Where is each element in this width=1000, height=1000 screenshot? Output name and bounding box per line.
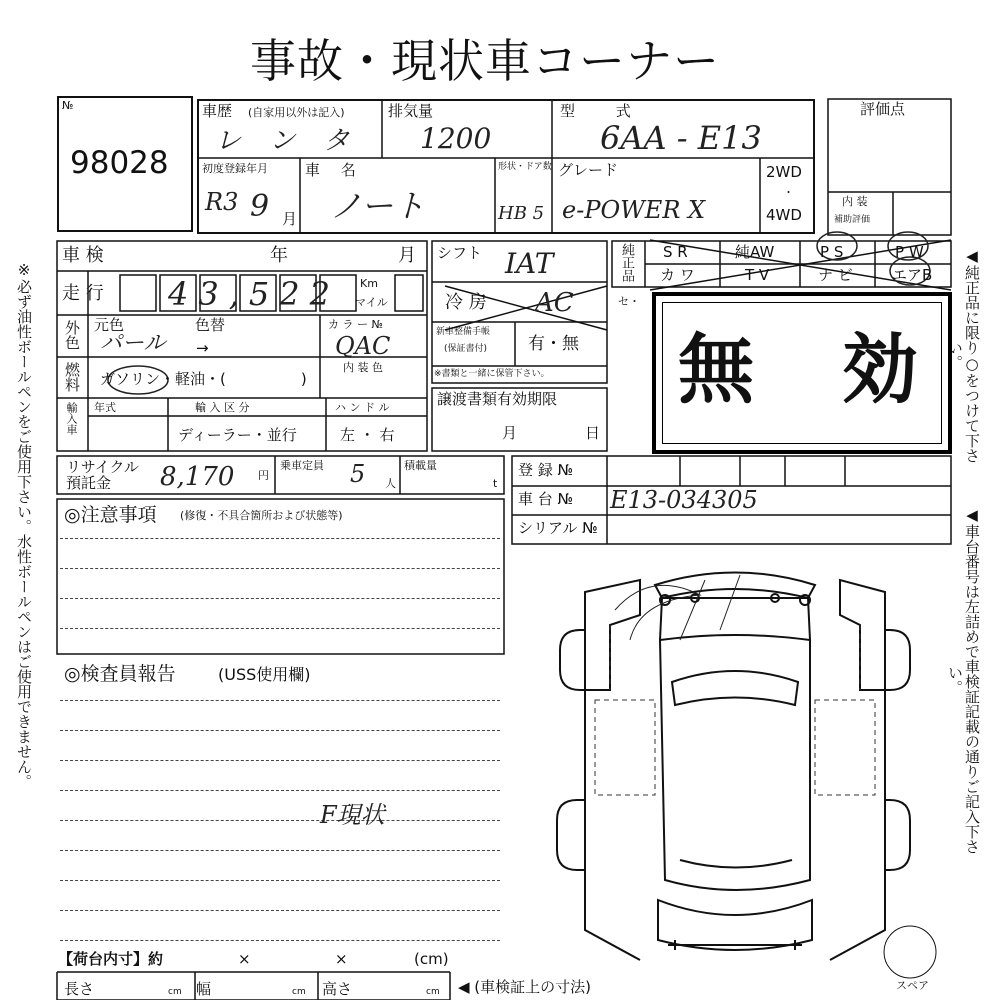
- color-change-label: 色替: [195, 316, 226, 334]
- genuine-r2c4: エアB: [892, 266, 933, 284]
- capacity-unit: 人: [385, 477, 396, 490]
- dim-length: 長さ: [64, 980, 95, 998]
- rating-sub: 補助評価: [834, 215, 871, 225]
- fuel-options: ガソリン・軽油・( ): [100, 370, 307, 388]
- report-line: [60, 820, 500, 821]
- rating-interior: 内 装: [842, 195, 868, 208]
- transfer-month: 月: [502, 424, 518, 442]
- inspection-month: 月: [398, 245, 416, 266]
- color-orig-value: パール: [100, 331, 166, 356]
- load-label: 積載量: [404, 459, 437, 472]
- report-line: [60, 730, 500, 731]
- report-line: [60, 880, 500, 881]
- dim-note: ◀ (車検証上の寸法): [458, 978, 592, 996]
- side-note-right-top: ◀純正品に限り○をつけて下さい。: [946, 247, 981, 463]
- shape-value: HB 5: [498, 203, 545, 224]
- first-reg-month: 9: [250, 189, 270, 224]
- car-name-label: 車 名: [305, 161, 364, 179]
- cargo-x1: ×: [238, 950, 251, 968]
- mileage-label: 走 行: [62, 283, 104, 304]
- dim-height: 高さ: [322, 980, 353, 998]
- ac-extra: セ・: [618, 295, 640, 308]
- genuine-label: 純正品: [619, 243, 634, 282]
- grade-value: e-POWER X: [562, 196, 706, 224]
- manual-sub: (保証書付): [444, 344, 488, 354]
- manual-note: ※書類と一緒に保管下さい。: [434, 369, 550, 379]
- genuine-r1c1: S R: [663, 243, 688, 261]
- manual-value: 有・無: [528, 334, 579, 354]
- genuine-r1c4: P W: [895, 243, 924, 261]
- handle-value: 左 ・ 右: [340, 426, 395, 444]
- recycle-unit: 円: [258, 469, 269, 482]
- genuine-r2c1: カ ワ: [660, 266, 695, 284]
- lot-number: 98028: [70, 145, 169, 181]
- reg-no-label: 登 録 №: [518, 461, 574, 479]
- inspection-label: 車 検: [62, 245, 104, 266]
- cargo-label: 【荷台内寸】約: [58, 950, 164, 968]
- lot-label: №: [62, 99, 74, 112]
- report-line: [60, 790, 500, 791]
- rating-label: 評価点: [860, 100, 906, 118]
- shift-label: シフト: [437, 244, 483, 262]
- handle-label: ハ ン ド ル: [335, 401, 390, 414]
- report-line: [60, 760, 500, 761]
- shape-label: 形状・ドア数: [498, 162, 552, 172]
- notes-sub: (修復・不具合箇所および状態等): [180, 509, 343, 522]
- report-line: [60, 700, 500, 701]
- transfer-day: 日: [585, 424, 601, 442]
- page-title: 事故・現状車コーナー: [250, 34, 720, 88]
- history-value: レ ン タ: [215, 126, 360, 156]
- color-code-value: QAC: [335, 332, 391, 360]
- serial-label: シリアル №: [518, 519, 598, 537]
- side-note-left: ※必ず油性ボールペンをご使用下さい。水性ボールペンはご使用できません。: [15, 261, 33, 789]
- report-line: [60, 910, 500, 911]
- mileage-unit-mile: マイル: [355, 296, 388, 309]
- drive-dot: ・: [783, 186, 794, 199]
- chassis-label: 車 台 №: [518, 490, 574, 508]
- first-reg-label: 初度登録年月: [202, 162, 268, 175]
- color-label: 外色: [63, 320, 81, 350]
- drive-2wd: 2WD: [766, 163, 802, 181]
- fuel-label: 燃料: [63, 362, 81, 392]
- color-arrow: →: [196, 339, 209, 357]
- recycle-label-1: リサイクル: [66, 458, 139, 476]
- dim-width-cm: cm: [292, 987, 306, 997]
- model-label: 型 式: [560, 102, 649, 120]
- capacity-value: 5: [350, 460, 366, 488]
- invalid-stamp: [652, 292, 952, 454]
- import-cat-value: ディーラー・並行: [178, 426, 297, 444]
- car-diagram: [557, 573, 936, 979]
- model-value: 6AA - E13: [600, 119, 762, 157]
- inspector-title: ◎検査員報告: [64, 663, 176, 685]
- inspector-value: F現状: [320, 801, 385, 829]
- dim-width: 幅: [196, 980, 212, 998]
- transfer-label: 譲渡書類有効期限: [437, 390, 558, 408]
- drive-4wd: 4WD: [766, 206, 802, 224]
- genuine-r2c2: T V: [745, 266, 770, 284]
- notes-title: ◎注意事項: [64, 504, 157, 526]
- history-label: 車歴: [202, 102, 233, 120]
- manual-label: 新車整備手帳: [436, 327, 491, 337]
- ac-value: AC: [535, 288, 574, 318]
- history-note: (自家用以外は記入): [248, 106, 345, 119]
- side-note-right-bottom: ◀車台番号は左詰めで車検証記載の通りご記入下さい。: [946, 506, 981, 854]
- dim-length-cm: cm: [168, 987, 182, 997]
- inspection-year: 年: [270, 245, 288, 266]
- capacity-label: 乗車定員: [280, 459, 324, 472]
- spare-label: スペア: [896, 979, 929, 992]
- first-reg-unit: 月: [282, 210, 298, 228]
- genuine-r1c2: 純AW: [735, 243, 775, 261]
- mileage-value: 43,522: [168, 275, 340, 313]
- color-code-label: カ ラ ー №: [328, 318, 383, 331]
- cargo-unit: (cm): [414, 950, 449, 968]
- interior-color-label: 内 装 色: [343, 361, 383, 374]
- invalid-stamp-text: 無 効: [678, 325, 924, 414]
- chassis-value: E13-034305: [610, 486, 758, 514]
- genuine-r1c3: P S: [820, 243, 844, 261]
- color-orig-label: 元色: [94, 316, 125, 334]
- report-line: [60, 940, 500, 941]
- grade-label: グレード: [558, 161, 619, 179]
- cargo-x2: ×: [335, 950, 348, 968]
- mileage-unit-km: Km: [360, 277, 378, 290]
- ac-label: 冷 房: [445, 292, 487, 313]
- notes-line: [60, 628, 500, 629]
- import-label: 輸入車: [65, 402, 78, 435]
- import-cat-label: 輸 入 区 分: [195, 401, 250, 414]
- report-line: [60, 850, 500, 851]
- displacement-value: 1200: [420, 122, 492, 155]
- dim-height-cm: cm: [426, 987, 440, 997]
- car-name-value: ノート: [330, 187, 426, 225]
- genuine-r2c3: ナ ビ: [818, 266, 853, 284]
- notes-line: [60, 568, 500, 569]
- shift-value: IAT: [505, 247, 554, 280]
- inspector-sub: (USS使用欄): [218, 665, 311, 684]
- recycle-value: 8,170: [160, 462, 235, 492]
- notes-line: [60, 538, 500, 539]
- load-unit: t: [493, 477, 498, 490]
- notes-line: [60, 598, 500, 599]
- recycle-label-2: 預託金: [66, 474, 112, 492]
- import-year-label: 年式: [94, 401, 116, 414]
- first-reg-year: R3: [205, 188, 239, 216]
- displacement-label: 排気量: [388, 102, 434, 120]
